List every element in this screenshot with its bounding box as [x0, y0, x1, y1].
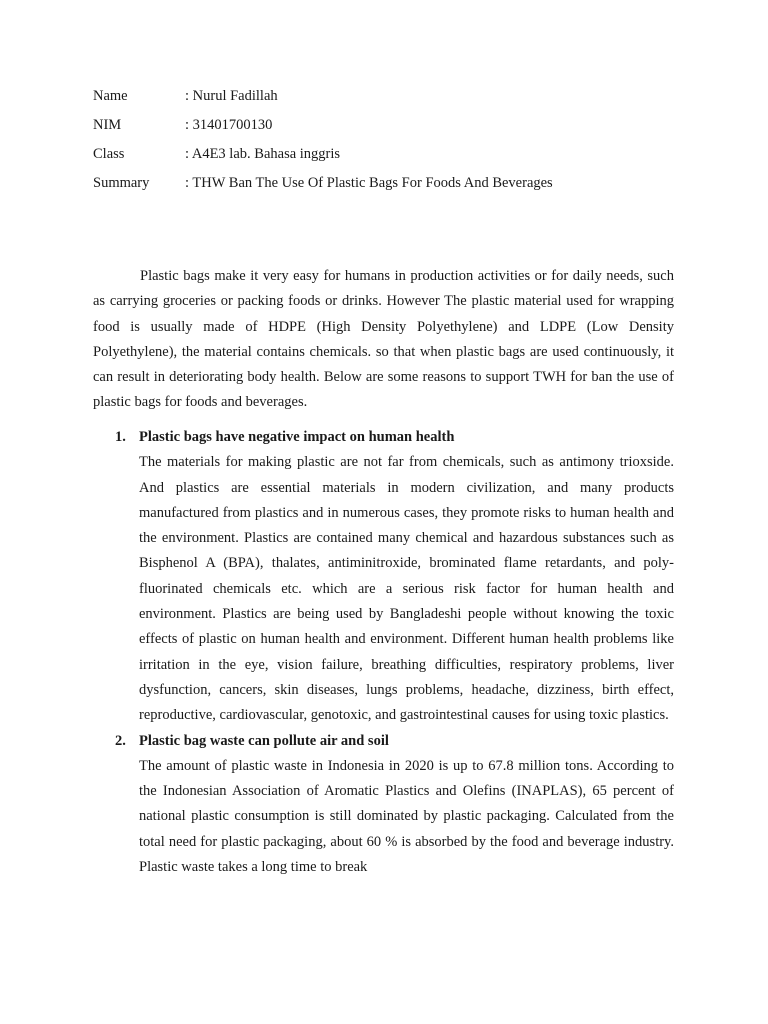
- nim-row: [93, 115, 693, 144]
- name-label: Name: [93, 88, 128, 104]
- item-body: The materials for making plastic are not far from chemicals, such as antimony trioxside. And plastics are essential materials in modern civilization, and many products manufactured from plastics and in numerous cases, they promote risks to human health and the environment. Plastics are contained many chemical and hazardous substances such as Bisphenol A (BPA), thalates, antiminitroxide, brominated flame retardants, and poly- fluorinated chemicals etc. which are a serious risk factor for human health and environment. Plastics are being used by Bangladeshi people without knowing the toxic effects of plastic on human health and environment. Different human health problems like irritation in the eye, vision failure, breathing difficulties, respiratory problems, liver dysfunction, cancers, skin diseases, lungs problems, headache, dizziness, birth effect, reproductive, cardiovascular, genotoxic, and gastrointestinal causes for using toxic plastics.: [139, 454, 674, 724]
- item-number: 2.: [115, 732, 126, 749]
- nim-label: NIM: [93, 117, 122, 133]
- item-body: The amount of plastic waste in Indonesia in 2020 is up to 67.8 million tons. According to the Indonesian Association of Aromatic Plastics and Olefins (INAPLAS), 65 percent of national plastic consumption is still dominated by plastic packaging. Calculated from the total need for plastic packaging, about 60 % is absorbed by the food and beverage industry. Plastic waste takes a long time to break: [139, 757, 674, 876]
- list-item: [93, 729, 674, 881]
- item-heading: Plastic bag waste can pollute air and soil: [139, 732, 389, 749]
- name-value: : Nurul Fadillah: [185, 88, 278, 104]
- item-heading: Plastic bags have negative impact on human health: [139, 429, 455, 445]
- summary-value: : THW Ban The Use Of Plastic Bags For Foods And Beverages: [185, 175, 553, 191]
- item-number: 1.: [115, 429, 126, 445]
- header-info: [93, 86, 693, 202]
- name-row: [93, 86, 693, 115]
- class-label: Class: [93, 146, 125, 162]
- summary-row: [93, 173, 693, 202]
- intro-paragraph: Plastic bags make it very easy for humans in production activities or for daily needs, such as carrying groceries or packing foods or drinks. However The plastic material used for wrapping food is usually made of HDPE (High Density Polyethylene) and LDPE (Low Density Polyethylene), the material contains chemicals. so that when plastic bags are used continuously, it can result in deteriorating body health. Below are some reasons to support TWH for ban the use of plastic bags for foods and beverages.: [93, 268, 674, 411]
- summary-label: Summary: [93, 175, 150, 191]
- reasons-list: [93, 425, 674, 880]
- nim-value: : 31401700130: [185, 117, 273, 133]
- list-item: [93, 425, 674, 729]
- class-row: [93, 144, 693, 173]
- class-value: : A4E3 lab. Bahasa inggris: [185, 146, 341, 162]
